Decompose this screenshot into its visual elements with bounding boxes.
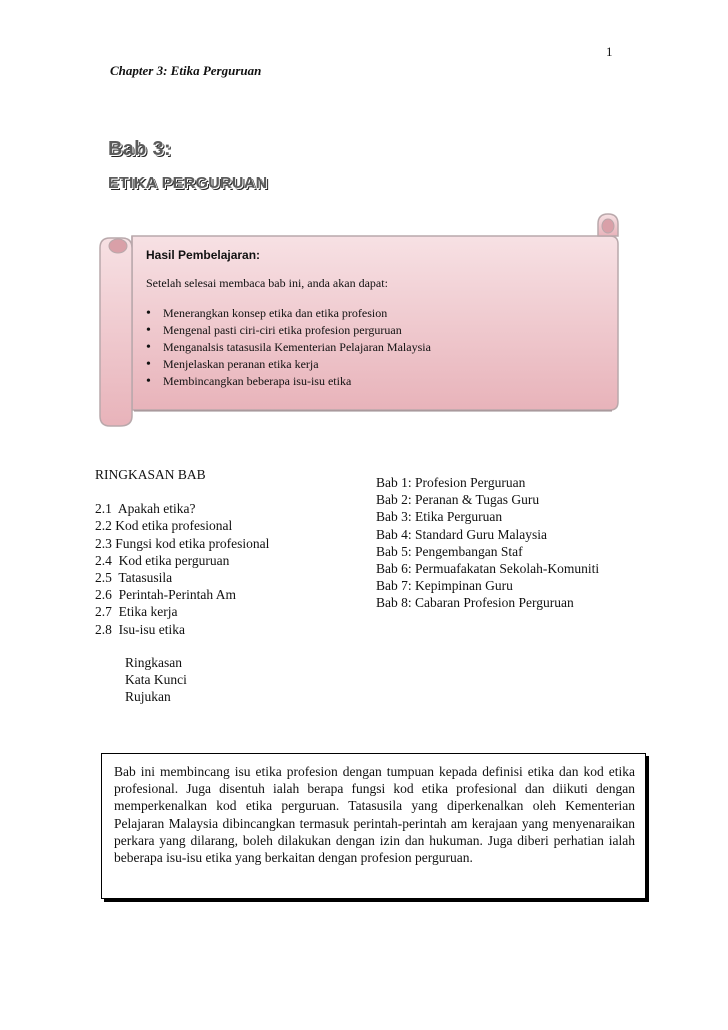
summary-section: 2.8 Isu-isu etika [95, 621, 185, 637]
summary-section: 2.3 Fungsi kod etika profesional [95, 535, 270, 551]
summary-section: 2.1 Apakah etika? [95, 501, 196, 517]
summary-section: 2.5 Tatasusila [95, 570, 173, 586]
chapter-list-item: Bab 6: Permuafakatan Sekolah-Komuniti [376, 561, 600, 577]
summary-section: 2.6 Perintah-Perintah Am [95, 587, 236, 603]
chapter-summary [95, 466, 269, 705]
list-item: • Mengenal pasti ciri-ciri etika profesion perguruan [146, 322, 431, 339]
list-item: • Menganalsis tatasusila Kementerian Pelajaran Malaysia [146, 339, 431, 356]
summary-extra-item: Rujukan [125, 689, 171, 705]
summary-section: 2.7 Etika kerja [95, 604, 178, 620]
list-item: • Menerangkan konsep etika dan etika profesion [146, 305, 431, 322]
learning-outcomes-list [146, 305, 431, 390]
summary-section: 2.4 Kod etika perguruan [95, 552, 230, 568]
chapter-name-title: ETIKA PERGURUAN [108, 175, 268, 192]
chapter-number-title: Bab 3: [108, 138, 171, 160]
summary-extra-item: Ringkasan [125, 654, 182, 670]
chapter-list-item: Bab 8: Cabaran Profesion Perguruan [376, 595, 574, 611]
chapter-list-item: Bab 4: Standard Guru Malaysia [376, 526, 547, 542]
chapter-list [376, 474, 599, 612]
list-item: • Menjelaskan peranan etika kerja [146, 356, 431, 373]
chapter-list-item: Bab 7: Kepimpinan Guru [376, 578, 513, 594]
chapter-list-item: Bab 5: Pengembangan Staf [376, 543, 523, 559]
summary-extra-item: Kata Kunci [125, 672, 187, 688]
learning-outcomes-heading: Hasil Pembelajaran: [146, 248, 261, 262]
summary-section: 2.2 Kod etika profesional [95, 518, 233, 534]
learning-outcomes-intro: Setelah selesai membaca bab ini, anda akan dapat: [146, 276, 388, 290]
chapter-list-item: Bab 1: Profesion Perguruan [376, 475, 526, 490]
chapter-list-item: Bab 3: Etika Perguruan [376, 509, 503, 525]
chapter-abstract-box [101, 753, 646, 899]
summary-extras [125, 654, 269, 706]
chapter-summary-heading: RINGKASAN BAB [95, 467, 206, 482]
list-item: • Membincangkan beberapa isu-isu etika [146, 373, 431, 390]
chapter-abstract-text: Bab ini membincang isu etika profesion dengan tumpuan kepada definisi etika dan kod etika profesional. Juga disentuh ialah berapa fungsi kod etika profesional dan diikuti dengan memperkenalkan kod etika perguruan. Tatasusila yang diperkenalkan oleh Kementerian Pelajaran Malaysia dibincangkan termasuk perintah-perintah am kerajaan yang menyenaraikan perkara yang dilarang, boleh dilakukan dengan izin dan hukuman. Juga diberi perhatian ialah beberapa isu-isu etika yang berkaitan dengan profesion perguruan. [114, 764, 635, 866]
learning-outcomes-content [146, 248, 431, 390]
page-number: 1 [606, 44, 613, 59]
chapter-list-item: Bab 2: Peranan & Tugas Guru [376, 492, 540, 508]
running-header: Chapter 3: Etika Perguruan [110, 63, 262, 78]
